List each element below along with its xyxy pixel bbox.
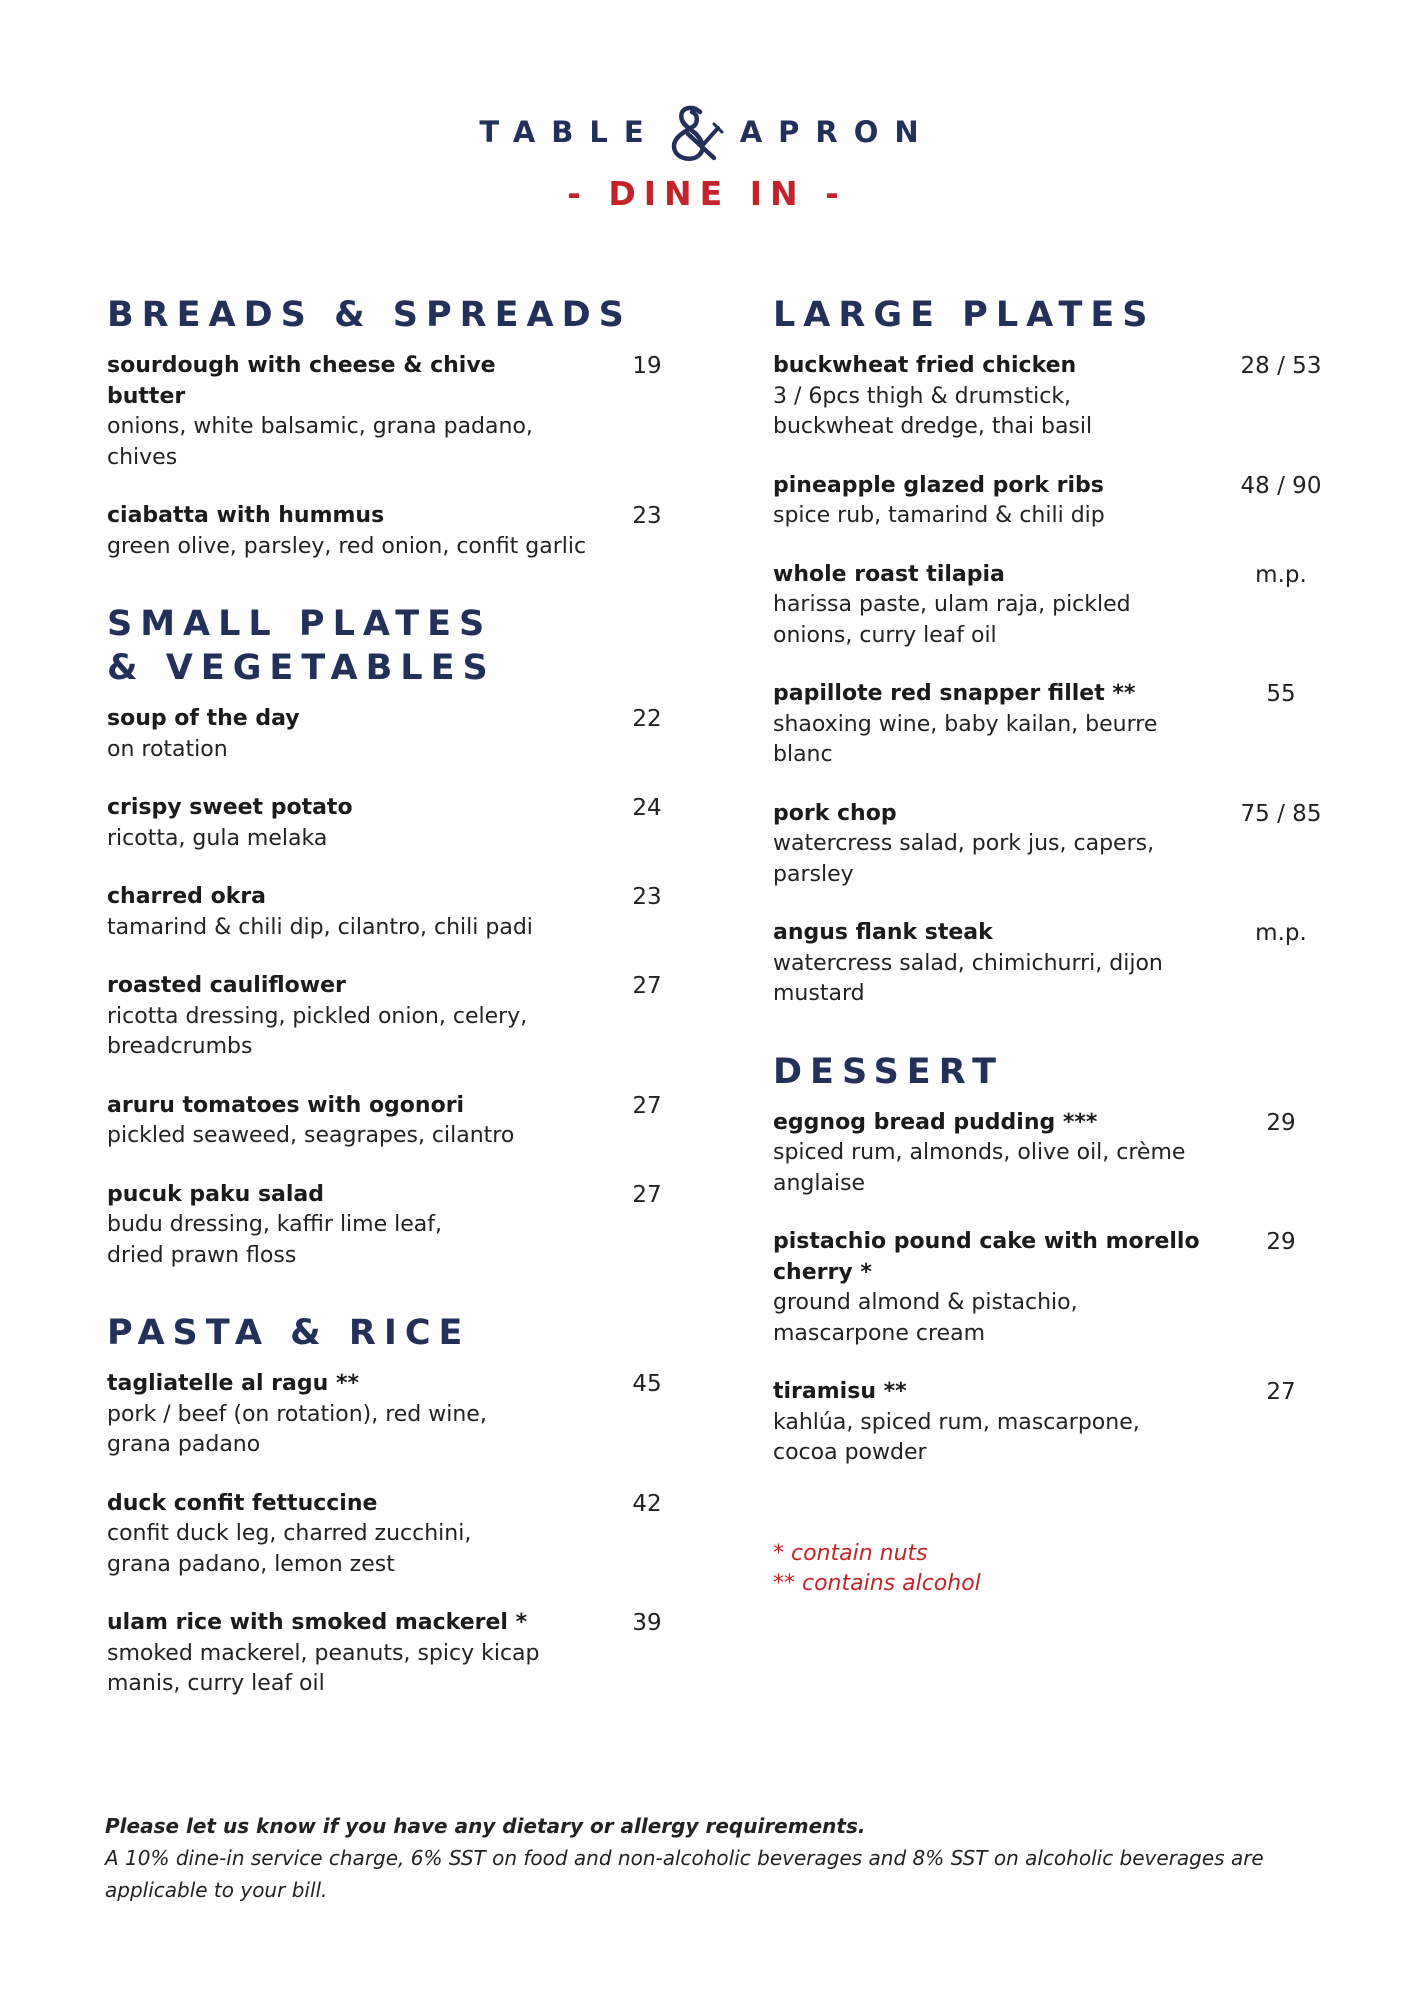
- menu-item-name: tagliatelle al ragu **: [107, 1371, 359, 1396]
- menu-item-description: breadcrumbs: [107, 1034, 253, 1059]
- menu-section: [773, 1050, 1333, 1469]
- menu-item-description: budu dressing, kaffir lime leaf,: [107, 1212, 442, 1237]
- allergen-legend: [773, 1539, 1333, 1599]
- menu-item-description: onions, white balsamic, grana padano, chives: [107, 414, 533, 470]
- menu-item-description: smoked mackerel, peanuts, spicy kicap: [107, 1640, 540, 1666]
- menu-item-price: 28 / 53: [1240, 353, 1322, 379]
- menu-item-name: sourdough with cheese & chive butter: [107, 353, 496, 409]
- menu-item: [107, 1608, 677, 1700]
- menu-item: [773, 351, 1333, 443]
- menu-item-price: 29: [1266, 1109, 1296, 1136]
- menu-item-description: harissa paste, ulam raja, pickled: [773, 592, 1131, 617]
- menu-item-description: buckwheat dredge, thai basil: [773, 414, 1093, 439]
- menu-item-description: ricotta, gula melaka: [107, 825, 328, 851]
- menu-item-price: 75 / 85: [1240, 800, 1322, 827]
- menu-item-description: green olive, parsley, red onion, confit garlic: [107, 533, 587, 559]
- menu-item: [773, 679, 1333, 771]
- menu-item-description: ricotta dressing, pickled onion, celery,: [107, 1003, 528, 1029]
- menu-item: [773, 1377, 1333, 1469]
- menu-item-name: roasted cauliflower: [107, 973, 346, 998]
- menu-item: [773, 918, 1333, 1010]
- menu-item: [773, 471, 1333, 532]
- menu-item-description: watercress salad, pork jus, capers,: [773, 831, 1155, 856]
- menu-header: [0, 100, 1414, 213]
- menu-item-price: 55: [1266, 681, 1296, 707]
- section-title: [107, 1311, 677, 1355]
- menu-item-description: tamarind & chili dip, cilantro, chili padi: [107, 914, 533, 940]
- menu-item-price: 39: [632, 1610, 662, 1636]
- menu-item: [107, 1369, 677, 1461]
- menu-item-price: m.p.: [1255, 920, 1307, 946]
- menu-item-description: cocoa powder: [773, 1440, 927, 1465]
- menu-item-name: angus flank steak: [773, 920, 993, 945]
- section-title-line: & VEGETABLES: [107, 648, 496, 688]
- menu-item-name: duck confit fettuccine: [107, 1490, 378, 1516]
- menu-item-name: aruru tomatoes with ogonori: [107, 1092, 465, 1118]
- menu-item-description: mascarpone cream: [773, 1320, 985, 1346]
- menu-item-name: buckwheat fried chicken: [773, 353, 1077, 378]
- menu-item-description: onions, curry leaf oil: [773, 622, 997, 648]
- allergen-legend-line: * contain nuts: [773, 1540, 928, 1566]
- menu-item-price: 27: [632, 1181, 662, 1208]
- menu-item-price: 42: [632, 1490, 662, 1517]
- ampersand-fork-icon: [662, 100, 726, 164]
- menu-item-price: 48 / 90: [1240, 472, 1322, 499]
- menu-item: [107, 793, 677, 854]
- menu-item-name: pucuk paku salad: [107, 1181, 325, 1207]
- menu-item-name: charred okra: [107, 884, 267, 909]
- menu-item: [107, 704, 677, 765]
- menu-item-price: 22: [632, 706, 662, 732]
- section-title: [107, 293, 677, 337]
- menu-item-price: 27: [632, 973, 662, 999]
- menu-footer: [105, 1810, 1305, 1906]
- menu-item-description: spiced rum, almonds, olive oil, crème: [773, 1140, 1186, 1165]
- menu-item: [107, 1091, 677, 1152]
- menu-item-name: papillote red snapper fillet **: [773, 681, 1136, 706]
- menu-item-description: blanc: [773, 742, 833, 767]
- dietary-note: Please let us know if you have any dietary or allergy requirements.: [105, 1814, 866, 1838]
- menu-item-name: ulam rice with smoked mackerel *: [107, 1610, 528, 1635]
- menu-item-description: kahlúa, spiced rum, mascarpone,: [773, 1409, 1140, 1435]
- menu-item-description: grana padano, lemon zest: [107, 1551, 395, 1577]
- menu-item-name: whole roast tilapia: [773, 561, 1005, 587]
- menu-item: [107, 501, 677, 562]
- section-title: [773, 1050, 1333, 1094]
- menu-item-description: pork / beef (on rotation), red wine,: [107, 1401, 487, 1427]
- menu-item-description: anglaise: [773, 1170, 866, 1196]
- menu-item-name: crispy sweet potato: [107, 795, 353, 820]
- menu-item-name: ciabatta with hummus: [107, 503, 385, 528]
- menu-item-price: m.p.: [1255, 561, 1307, 588]
- menu-item: [773, 1108, 1333, 1200]
- section-title: [107, 602, 677, 690]
- section-title: [773, 293, 1333, 337]
- menu-item-name: eggnog bread pudding ***: [773, 1109, 1098, 1135]
- menu-item-name: pineapple glazed pork ribs: [773, 472, 1104, 498]
- menu-item: [107, 1489, 677, 1581]
- menu-item-description: shaoxing wine, baby kailan, beurre: [773, 711, 1158, 737]
- menu-section: [107, 293, 677, 562]
- brand-name-left: TABLE: [479, 115, 660, 149]
- menu-item: [107, 971, 677, 1063]
- menu-item-description: mustard: [773, 981, 865, 1006]
- menu-section: [107, 602, 677, 1271]
- menu-item-description: watercress salad, chimichurri, dijon: [773, 950, 1163, 976]
- menu-item-name: tiramisu **: [773, 1379, 907, 1404]
- menu-item: [773, 560, 1333, 652]
- section-title-line: SMALL PLATES: [107, 604, 493, 644]
- menu-item-description: 3 / 6pcs thigh & drumstick,: [773, 383, 1072, 409]
- menu-section: [773, 293, 1333, 1010]
- menu-item-description: on rotation: [107, 736, 228, 762]
- left-menu-column: [107, 293, 677, 1740]
- menu-item-description: ground almond & pistachio,: [773, 1290, 1078, 1315]
- section-title-line: LARGE PLATES: [773, 295, 1156, 335]
- menu-item-description: confit duck leg, charred zucchini,: [107, 1521, 472, 1546]
- menu-item: [773, 1227, 1333, 1349]
- menu-item-name: pistachio pound cake with morello cherry *: [773, 1229, 1200, 1285]
- menu-item-price: 23: [632, 884, 662, 910]
- menu-item: [107, 1180, 677, 1272]
- menu-item-description: manis, curry leaf oil: [107, 1671, 325, 1696]
- menu-item-price: 27: [1266, 1379, 1296, 1405]
- menu-item: [107, 882, 677, 943]
- menu-item-description: grana padano: [107, 1432, 261, 1457]
- right-menu-column: [773, 293, 1333, 1599]
- brand-logo: [0, 100, 1414, 164]
- menu-item-description: pickled seaweed, seagrapes, cilantro: [107, 1123, 515, 1148]
- brand-name-right: APRON: [739, 115, 935, 149]
- section-title-line: DESSERT: [773, 1051, 1004, 1092]
- menu-item-name: soup of the day: [107, 706, 300, 731]
- menu-item: [107, 351, 677, 473]
- menu-subtitle: - DINE IN -: [567, 174, 847, 213]
- menu-item-description: dried prawn floss: [107, 1242, 297, 1268]
- menu-item: [773, 799, 1333, 891]
- menu-item-price: 45: [632, 1371, 662, 1397]
- menu-item-price: 27: [632, 1092, 662, 1119]
- menu-item-description: parsley: [773, 861, 854, 887]
- menu-item-name: pork chop: [773, 800, 897, 826]
- menu-item-description: spice rub, tamarind & chili dip: [773, 503, 1105, 528]
- menu-section: [107, 1311, 677, 1700]
- menu-item-price: 19: [632, 353, 662, 379]
- service-charge-note: A 10% dine-in service charge, 6% SST on food and non-alcoholic beverages and 8% SST on alcoholic beverages are applicable to your bill.: [105, 1846, 1264, 1902]
- menu-item-price: 23: [632, 503, 662, 529]
- section-title-line: BREADS & SPREADS: [107, 295, 632, 335]
- menu-item-price: 29: [1266, 1229, 1296, 1255]
- section-title-line: PASTA & RICE: [107, 1313, 471, 1353]
- allergen-legend-line: ** contains alcohol: [773, 1570, 981, 1596]
- menu-item-price: 24: [632, 795, 662, 821]
